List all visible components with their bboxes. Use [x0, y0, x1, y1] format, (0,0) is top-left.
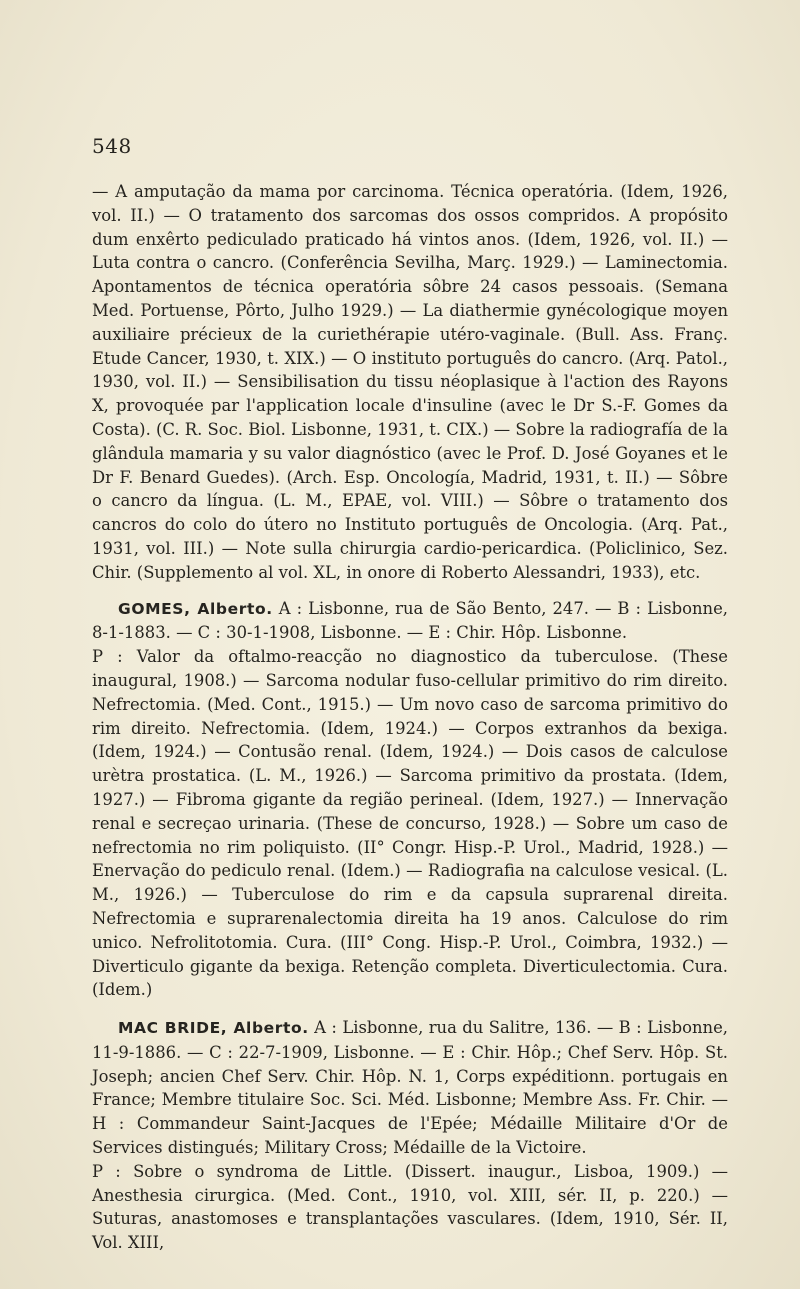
page-body: [92, 180, 728, 1255]
entry-header: [92, 1016, 728, 1160]
entry-publications: P : Valor da oftalmo-reacção no diagnostico da tuberculose. (These inaugural, 1908.) — Sarcoma nodular fuso-cellular primitivo do rim direito. Nefrectomia. (Med. Cont., 1915.) — Um novo caso de sarcoma primitivo do rim direito. Nefrectomia. (Idem, 1924.) — Corpos extranhos da bexiga. (Idem, 1924.) — Contusão renal. (Idem, 1924.) — Dois casos de calculose urètra prostatica. (L. M., 1926.) — Sarcoma primitivo da prostata. (Idem, 1927.) — Fibroma gigante da região perineal. (Idem, 1927.) — Innervação renal e secreçao urinaria. (These de concurso, 1928.) — Sobre um caso de nefrectomia no rim poliquisto. (II° Congr. Hisp.-P. Urol., Madrid, 1928.) — Enervação do pediculo renal. (Idem.) — Radiografia na calculose vesical. (L. M., 1926.) — Tuberculose do rim e da capsula suprarenal direita. Nefrectomia e suprarenalectomia direita ha 19 anos. Calculose do rim unico. Nefrolitotomia. Cura. (III° Cong. Hisp.-P. Urol., Coimbra, 1932.) — Diverticulo gigante da bexiga. Retenção completa. Diverticulectomia. Cura. (Idem.): [92, 647, 728, 1000]
page-number: 548: [92, 134, 132, 158]
entry-header: [92, 597, 728, 646]
continuation-paragraph: — A amputação da mama por carcinoma. Técnica operatória. (Idem, 1926, vol. II.) — O tratamento dos sarcomas dos ossos compridos. A propósito dum enxêrto pediculado praticado há vintos anos. (Idem, 1926, vol. II.) — Luta contra o cancro. (Conferência Sevilha, Març. 1929.) — Laminectomia. Apontamentos de técnica operatória sôbre 24 casos pessoais. (Semana Med. Portuense, Pôrto, Julho 1929.) — La diathermie gynécologique moyen auxiliaire précieux de la curiethérapie utéro-vaginale. (Bull. Ass. Franç. Etude Cancer, 1930, t. XIX.) — O instituto português do cancro. (Arq. Patol., 1930, vol. II.) — Sensibilisation du tissu néoplasique à l'action des Rayons X, provoquée par l'application locale d'insuline (avec le Dr S.-F. Gomes da Costa). (C. R. Soc. Biol. Lisbonne, 1931, t. CIX.) — Sobre la radiografía de la glândula mamaria y su valor diagnóstico (avec le Prof. D. José Goyanes et le Dr F. Benard Guedes). (Arch. Esp. Oncología, Madrid, 1931, t. II.) — Sôbre o cancro da língua. (L. M., EPAE, vol. VIII.) — Sôbre o tratamento dos cancros do colo do útero no Instituto português de Oncologia. (Arq. Pat., 1931, vol. III.) — Note sulla chirurgia cardio-pericardica. (Policlinico, Sez. Chir. (Supplemento al vol. XL, in onore di Roberto Alessandri, 1933), etc.: [92, 182, 728, 582]
entry-intro: A : Lisbonne, rua de São Bento, 247. — B : Lisbonne, 8-1-1883. — C : 30-1-1908, Lisbonne. — E : Chir. Hôp. Lisbonne.: [92, 598, 728, 643]
biographical-entry-gomes: [92, 597, 728, 1003]
biographical-entry-mac-bride: [92, 1016, 728, 1255]
entry-name: GOMES, Alberto.: [118, 599, 273, 618]
entry-name: MAC BRIDE, Alberto.: [118, 1019, 309, 1038]
entry-intro: A : Lisbonne, rua du Salitre, 136. — B : Lisbonne, 11-9-1886. — C : 22-7-1909, Lisbonne. — E : Chir. Hôp.; Chef Serv. Hôp. St. Joseph; ancien Chef Serv. Chir. Hôp. N. 1, Corps expéditionn. portugais en France; Membre titulaire Soc. Sci. Méd. Lisbonne; Membre Ass. Fr. Chir. — H : Commandeur Saint-Jacques de l'Epée; Médaille Militaire d'Or de Services distingués; Military Cross; Médaille de la Victoire.: [92, 1018, 728, 1158]
entry-publications: P : Sobre o syndroma de Little. (Dissert. inaugur., Lisboa, 1909.) — Anesthesia cirurgica. (Med. Cont., 1910, vol. XIII, sér. II, p. 220.) — Suturas, anastomoses e transplantações vasculares. (Idem, 1910, Sér. II, Vol. XIII,: [92, 1161, 728, 1253]
